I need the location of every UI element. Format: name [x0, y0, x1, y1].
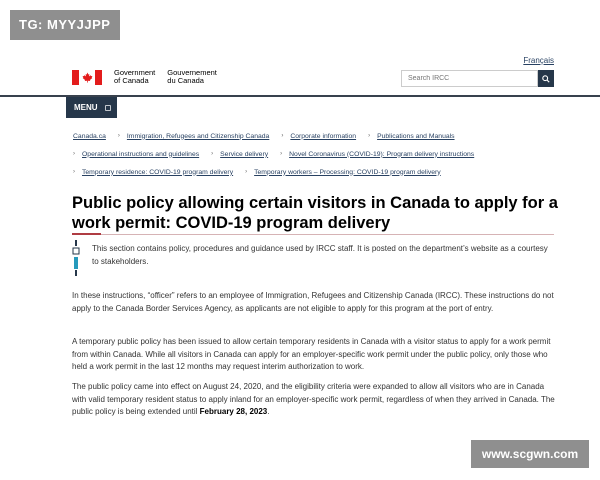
watermark-top: TG: MYYJJPP: [10, 10, 120, 40]
brand-english: [114, 69, 155, 85]
title-underline-accent: [72, 233, 101, 235]
breadcrumb-row: [73, 127, 563, 145]
language-toggle-link[interactable]: Français: [523, 56, 554, 65]
info-icon: [72, 246, 80, 270]
chevron-right-icon: ›: [211, 151, 214, 157]
brand-fr-line1: Gouvernement: [167, 68, 217, 77]
canada-flag-icon: [72, 70, 102, 85]
brand-en-line2: of Canada: [114, 76, 149, 85]
search-form: [401, 70, 554, 87]
paragraph-officer-definition: In these instructions, “officer” refers to an employee of Immigration, Refugees and Citizenship Canada (IRCC). These instructions do not apply to the Canada Border Services Agency, as applicants are not eligible to apply for this program at the port of entry.: [72, 291, 554, 313]
breadcrumb-link[interactable]: Immigration, Refugees and Citizenship Canada: [126, 132, 270, 140]
chevron-right-icon: ›: [245, 169, 248, 175]
breadcrumb-link[interactable]: Novel Coronavirus (COVID-19): Program delivery instructions: [289, 150, 475, 158]
menu-label: MENU: [74, 103, 98, 112]
government-of-canada-brand[interactable]: [72, 68, 217, 86]
chevron-right-icon: ›: [280, 151, 283, 157]
search-input[interactable]: [401, 70, 538, 87]
breadcrumb-link[interactable]: Temporary residence: COVID-19 program delivery: [82, 168, 234, 176]
extension-date: February 28, 2023: [199, 407, 268, 417]
search-icon: [542, 75, 550, 83]
paragraph-text: The public policy came into effect on August 24, 2020, and the eligibility criteria were expanded to allow all visitors who are in Canada with valid temporary resident status to apply inland for an employer-specific work permit, regardless of when they arrived in Canada. The public policy is being extended until: [72, 382, 555, 417]
breadcrumb-link[interactable]: Service delivery: [220, 150, 269, 158]
search-button[interactable]: [538, 70, 554, 87]
brand-french: [167, 69, 217, 85]
breadcrumb-link[interactable]: Temporary workers – Processing: COVID-19 program delivery: [254, 168, 441, 176]
notice-text: This section contains policy, procedures and guidance used by IRCC staff. It is posted on the department’s website as a courtesy to stakeholders.: [92, 244, 548, 266]
title-underline: [101, 234, 554, 235]
watermark-bottom: www.scgwn.com: [471, 440, 589, 468]
paragraph-effective-date: [72, 381, 556, 419]
breadcrumb-link[interactable]: Operational instructions and guidelines: [82, 150, 200, 158]
breadcrumb-link[interactable]: Canada.ca: [73, 132, 106, 140]
chevron-right-icon: ›: [368, 133, 371, 139]
breadcrumb-link[interactable]: Corporate information: [290, 132, 357, 140]
paragraph-end: .: [267, 407, 270, 417]
chevron-right-icon: ›: [117, 133, 120, 139]
breadcrumb-row: [73, 145, 563, 163]
breadcrumb-link[interactable]: Publications and Manuals: [377, 132, 455, 140]
brand-fr-line2: du Canada: [167, 76, 204, 85]
page-title: Public policy allowing certain visitors in Canada to apply for a work permit: COVID-19 program delivery: [72, 194, 558, 232]
maple-leaf-icon: [82, 72, 93, 83]
chevron-right-icon: ›: [281, 133, 284, 139]
chevron-right-icon: ›: [73, 151, 75, 157]
chevron-down-icon: [105, 105, 111, 111]
breadcrumb-row: [73, 163, 563, 181]
paragraph-public-policy: A temporary public policy has been issued to allow certain temporary residents in Canada with a visitor status to apply for a work permit from within Canada. While all visitors in Canada can apply for an employer-specific work permit under the public policy, only those who held a work permit in the last 12 months may request interim authorization to work.: [72, 337, 551, 372]
menu-button[interactable]: [66, 97, 117, 118]
chevron-right-icon: ›: [73, 169, 75, 175]
brand-en-line1: Government: [114, 68, 156, 77]
breadcrumb: [73, 127, 563, 181]
staff-notice: [72, 240, 552, 276]
